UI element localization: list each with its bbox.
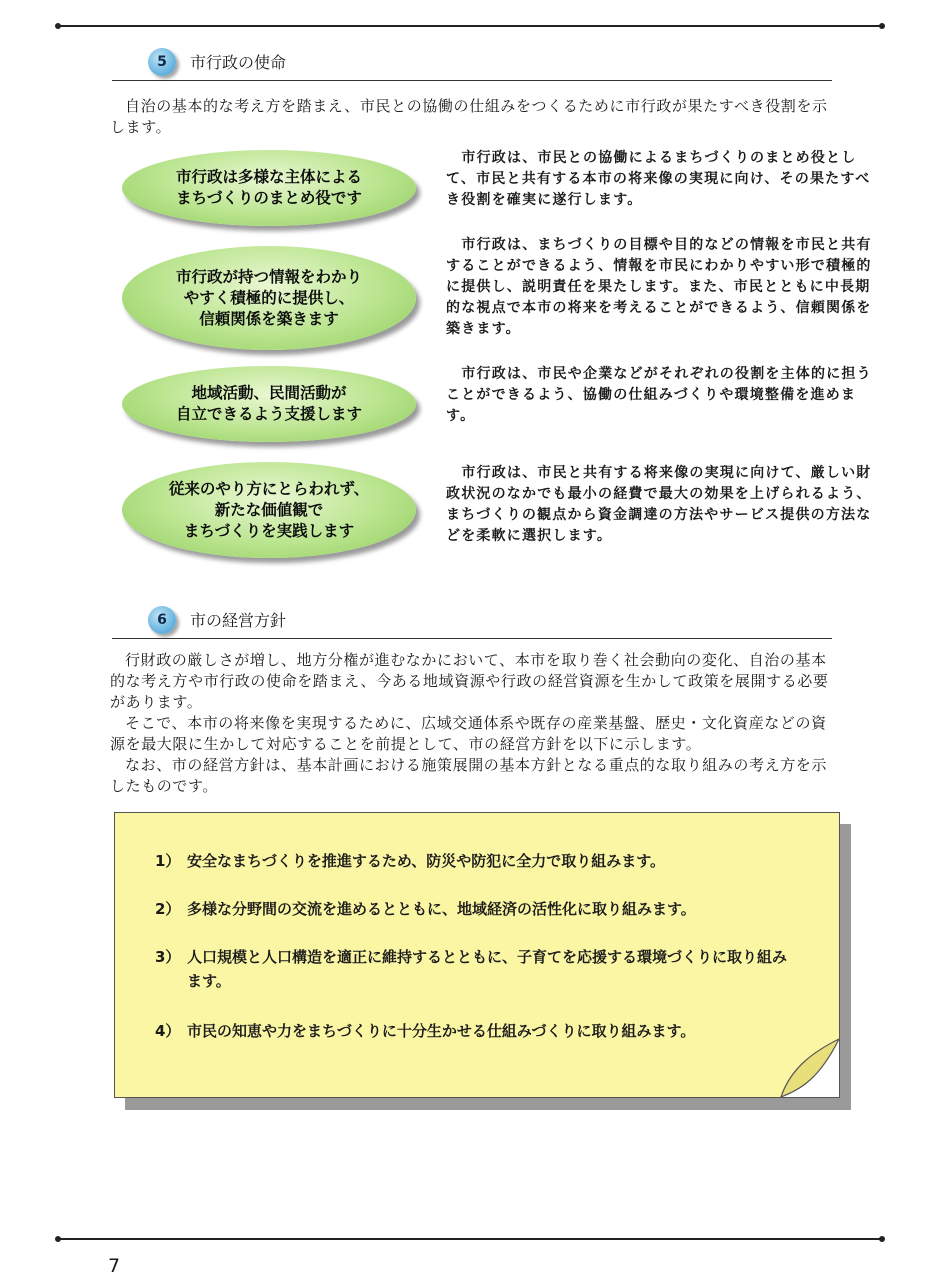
section5-title: 市行政の使命 bbox=[190, 53, 287, 72]
role-desc-4: 市行政は、市民と共有する将来像の実現に向けて、厳しい財政状況のなかでも最小の経費で最大の効果を上げられるよう、まちづくりの観点から資金調達の方法やサービス提供の方法などを柔軟に選択します。 bbox=[446, 465, 872, 544]
policy-text: 多様な分野間の交流を進めるとともに、地域経済の活性化に取り組みます。 bbox=[187, 900, 696, 918]
policy-item-3 bbox=[155, 945, 795, 993]
section6-number-badge: 6 bbox=[148, 606, 176, 634]
policy-note bbox=[114, 812, 840, 1098]
policy-item-4 bbox=[155, 1019, 795, 1043]
role-pill-1: 市行政は多様な主体による まちづくりのまとめ役です bbox=[122, 150, 416, 226]
top-rule bbox=[58, 25, 882, 27]
section5-intro: 自治の基本的な考え方を踏まえ、市民との協働の仕組みをつくるために市行政が果たすべき役割を示します。 bbox=[110, 97, 828, 136]
policy-number: 2） bbox=[155, 900, 181, 918]
policy-item-1 bbox=[155, 849, 795, 873]
section6-paragraph-3: なお、市の経営方針は、基本計画における施策展開の基本方針となる重点的な取り組みの考え方を示したものです。 bbox=[110, 756, 828, 795]
role-desc-2: 市行政は、まちづくりの目標や目的などの情報を市民と共有することができるよう、情報を市民にわかりやすい形で積極的に提供し、説明責任を果たします。また、市民とともに中長期的な視点で本市の将来を考えることができるよう、信頼関係を築きます。 bbox=[446, 237, 872, 337]
role-desc-1: 市行政は、市民との協働によるまちづくりのまとめ役として、市民と共有する本市の将来像の実現に向け、その果たすべき役割を確実に遂行します。 bbox=[446, 150, 871, 208]
policy-text: 安全なまちづくりを推進するため、防災や防犯に全力で取り組みます。 bbox=[187, 852, 666, 870]
policy-number: 4） bbox=[155, 1022, 181, 1040]
policy-number: 3） bbox=[155, 948, 181, 966]
section5-header bbox=[112, 44, 832, 81]
policy-text: 市民の知恵や力をまちづくりに十分生かせる仕組みづくりに取り組みます。 bbox=[187, 1022, 696, 1040]
role-pill-3: 地域活動、民間活動が 自立できるよう支援します bbox=[122, 366, 416, 442]
page-number: 7 bbox=[108, 1255, 121, 1277]
role-desc-3: 市行政は、市民や企業などがそれぞれの役割を主体的に担うことができるよう、協働の仕組みづくりや環境整備を進めます。 bbox=[446, 366, 872, 424]
policy-text: 人口規模と人口構造を適正に維持するとともに、子育てを応援する環境づくりに取り組みます。 bbox=[187, 948, 788, 990]
section6-title: 市の経営方針 bbox=[190, 611, 287, 630]
policy-item-2 bbox=[155, 897, 795, 921]
role-pill-2: 市行政が持つ情報をわかり やすく積極的に提供し、 信頼関係を築きます bbox=[122, 246, 416, 350]
section6-header bbox=[112, 602, 832, 639]
bottom-rule bbox=[58, 1238, 882, 1240]
section6-paragraph-2: そこで、本市の将来像を実現するために、広域交通体系や既存の産業基盤、歴史・文化資産などの資源を最大限に生かして対応することを前提として、市の経営方針を以下に示します。 bbox=[110, 714, 827, 753]
section6-paragraph-1: 行財政の厳しさが増し、地方分権が進むなかにおいて、本市を取り巻く社会動向の変化、自治の基本的な考え方や市行政の使命を踏まえ、今ある地域資源や行政の経営資源を生かして政策を展開する必要があります。 bbox=[110, 651, 829, 711]
policy-number: 1） bbox=[155, 852, 181, 870]
section5-number-badge: 5 bbox=[148, 48, 176, 76]
role-pill-4: 従来のやり方にとらわれず、 新たな価値観で まちづくりを実践します bbox=[122, 462, 416, 558]
